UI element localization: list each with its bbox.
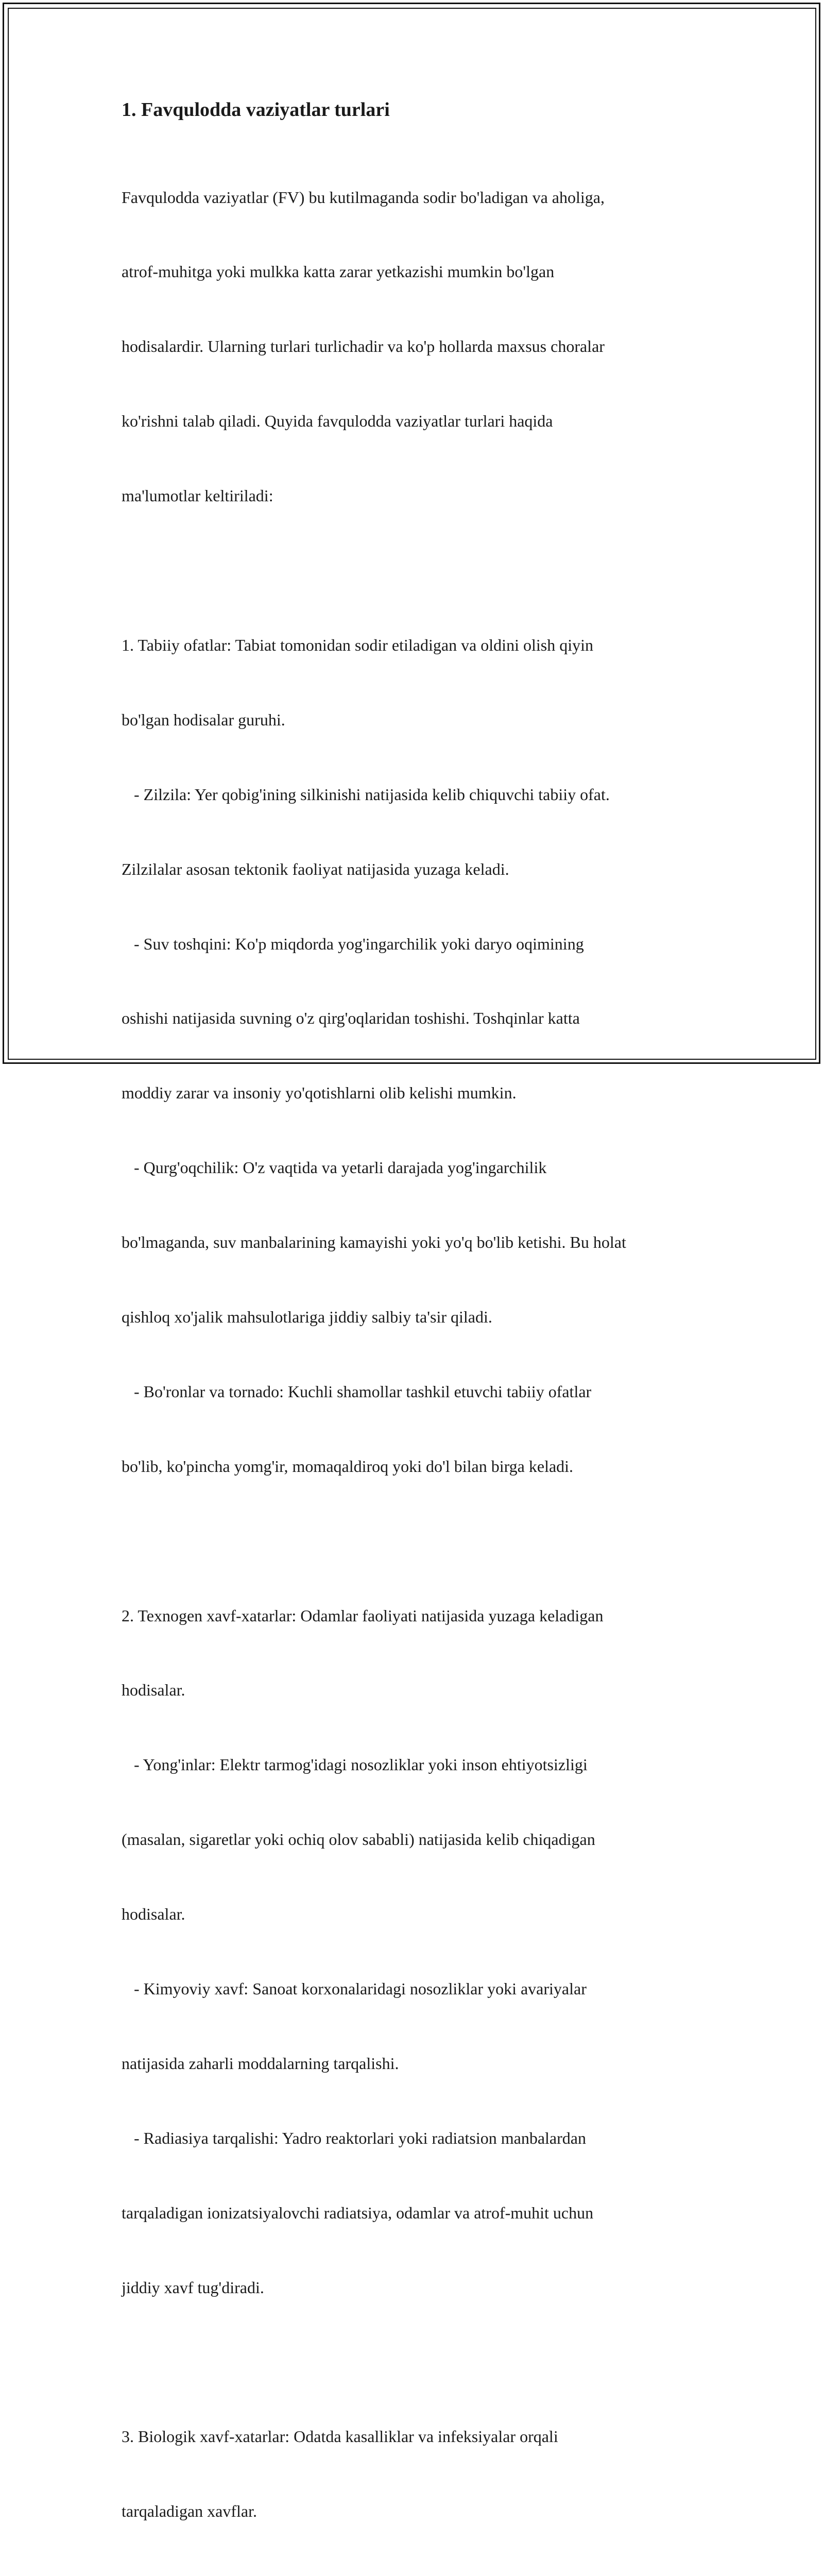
section1-line: bo'lgan hodisalar guruhi. [122,710,285,729]
section2-line: - Radiasiya tarqalishi: Yadro reaktorlari yoki radiatsion manbalardan [122,2128,586,2147]
section1-line: - Zilzila: Yer qobig'ining silkinishi natijasida kelib chiquvchi tabiiy ofat. [122,785,610,804]
section1-line: - Qurg'oqchilik: O'z vaqtida va yetarli darajada yog'ingarchilik [122,1158,547,1177]
section2-line: (masalan, sigaretlar yoki ochiq olov sababli) natijasida kelib chiqadigan [122,1830,595,1849]
section-biological-hazards [122,2375,709,2576]
section2-line: natijasida zaharli moddalarning tarqalishi. [122,2054,399,2073]
section2-line: - Yong'inlar: Elektr tarmog'idagi nosozliklar yoki inson ehtiyotsizligi [122,1755,588,1774]
section1-line: - Suv toshqini: Ko'p miqdorda yog'ingarchilik yoki daryo oqimining [122,934,584,953]
paragraph-gap [122,1529,709,1553]
section1-line: Zilzilalar asosan tektonik faoliyat natijasida yuzaga keladi. [122,859,509,878]
section3-line: tarqaladigan xavflar. [122,2502,257,2521]
section1-line: moddiy zarar va insoniy yo'qotishlarni olib kelishi mumkin. [122,1083,517,1103]
intro-line: hodisalardir. Ularning turlari turlichadir va ko'p hollarda maxsus choralar [122,337,605,356]
section-technogenic-hazards [122,1553,709,2350]
section1-line: bo'lib, ko'pincha yomg'ir, momaqaldiroq yoki do'l bilan birga keladi. [122,1456,574,1476]
paragraph-gap [122,2349,709,2374]
paragraph-gap [122,558,709,583]
section3-line [122,2573,709,2576]
document-body [122,95,709,2576]
section2-line: tarqaladigan ionizatsiyalovchi radiatsiya, odamlar va atrof-muhit uchun [122,2203,594,2222]
section2-line: hodisalar. [122,1681,185,1700]
section2-line: - Kimyoviy xavf: Sanoat korxonalaridagi nosozliklar yoki avariyalar [122,1979,587,1998]
section1-line: - Bo'ronlar va tornado: Kuchli shamollar tashkil etuvchi tabiiy ofatlar [122,1382,592,1401]
intro-line: ko'rishni talab qiladi. Quyida favqulodda vaziyatlar turlari haqida [122,412,553,431]
section1-line: 1. Tabiiy ofatlar: Tabiat tomonidan sodir etiladigan va oldini olish qiyin [122,635,593,654]
document-heading: 1. Favqulodda vaziyatlar turlari [122,99,390,121]
section-natural-disasters [122,583,709,1528]
intro-line: Favqulodda vaziyatlar (FV) bu kutilmaganda sodir bo'ladigan va aholiga, [122,188,605,207]
section1-line: qishloq xo'jalik mahsulotlariga jiddiy salbiy ta'sir qiladi. [122,1307,492,1326]
section2-line: hodisalar. [122,1905,185,1924]
section2-line: 2. Texnogen xavf-xatarlar: Odamlar faoliyati natijasida yuzaga keladigan [122,1606,604,1625]
section2-line: jiddiy xavf tug'diradi. [122,2278,264,2297]
intro-line: ma'lumotlar keltiriladi: [122,486,273,505]
intro-paragraph [122,135,709,558]
section1-line: bo'lmaganda, suv manbalarining kamayishi yoki yo'q bo'lib ketishi. Bu holat [122,1233,626,1252]
section3-line: 3. Biologik xavf-xatarlar: Odatda kasalliklar va infeksiyalar orqali [122,2427,558,2446]
section1-line: oshishi natijasida suvning o'z qirg'oqlaridan toshishi. Toshqinlar katta [122,1009,580,1028]
intro-line: atrof-muhitga yoki mulkka katta zarar yetkazishi mumkin bo'lgan [122,262,555,281]
